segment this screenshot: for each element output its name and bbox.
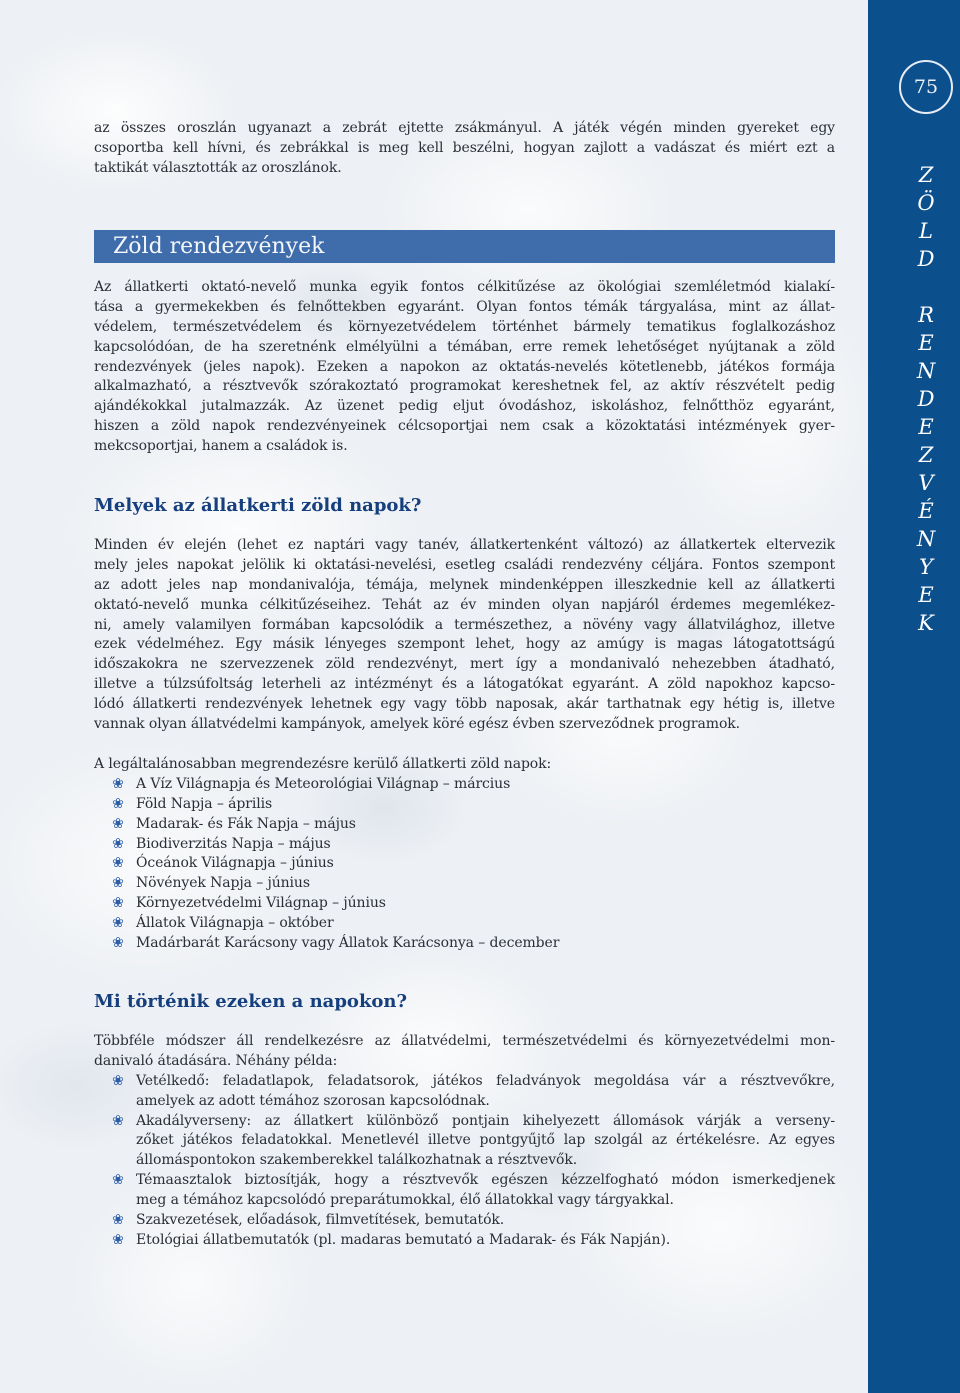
text-line: taktikát választották az oroszlánok. [94, 159, 342, 176]
sidebar-title [912, 161, 940, 637]
flower-bullet-icon [110, 1112, 126, 1132]
bullet-list [94, 775, 835, 954]
page-number: 75 [913, 75, 939, 98]
flower-bullet-icon [110, 1211, 126, 1231]
text-line: kapcsolódóan, de ha szeretnénk elmélyülni a témában, erre remek lehetőséget nyújtanak a zöld [94, 338, 835, 355]
flower-bullet-icon [110, 894, 126, 914]
sidebar-letter: D [917, 387, 935, 411]
text-line: mekcsoportjai, hanem a családok is. [94, 438, 348, 455]
text-line: alkalmazható, a résztvevők szórakoztató programokat kereshetnek fel, az aktív részvételt pedig [94, 378, 835, 395]
list-item-text: Akadályverseny: az állatkert különböző pontjain kihelyezett állomások várják a verseny- [136, 1112, 835, 1129]
text-line: az összes oroszlán ugyanazt a zebrát ejtette zsákmányul. A játék végén minden gyereket egy [94, 120, 835, 136]
page-number-badge [899, 60, 953, 114]
sidebar-letter: D [917, 247, 935, 271]
list-item-text: zőket játékos feladatokkal. Menetlevél illetve pontgyűjtő lap szolgál az értékelésre. Az egyes [136, 1132, 835, 1149]
sidebar-letter: N [916, 527, 936, 551]
flower-bullet-icon [110, 1231, 126, 1251]
text-line: csoportba kell hívni, és zebrákkal is meg kell beszélni, hogyan zajlott a vadászat és miért ezt a [94, 139, 835, 156]
flower-bullet-icon [110, 854, 126, 874]
text-line: ajándékokkal jutalmazzák. Az üzenet pedig eljut óvodáshoz, iskoláshoz, felnőtthöz egyaránt, [94, 398, 835, 415]
list-intro: A legáltalánosabban megrendezésre kerülő állatkerti zöld napok: [94, 756, 552, 772]
sidebar-letter: E [918, 331, 934, 355]
list-item [94, 914, 835, 934]
sidebar-letter: V [918, 471, 934, 495]
list-item [94, 934, 835, 954]
green-days-list-block [94, 755, 835, 954]
text-line: oktató-nevelő munka célkitűzéseihez. Tehát az év minden olyan napjáról érdemes megemlékez- [94, 596, 835, 613]
sidebar-letter: N [916, 359, 936, 383]
text-line: az adott jeles nap mondanivalója, témája, melynek mindenképpen illeszkednie kell az állatkerti [94, 576, 835, 593]
list-item-text: Növények Napja – június [136, 875, 310, 892]
sidebar [868, 0, 960, 1393]
list-item-text: meg a témához kapcsolódó preparátumokkal, élő állatokkal vagy tárgyakkal. [136, 1192, 674, 1209]
text-line: védelem, természetvédelem és környezetvédelem történhet bármely tematikus foglalkozáshoz [94, 318, 835, 335]
text-line: danivaló átadására. Néhány példa: [94, 1052, 338, 1069]
text-line: időszakokra ne szervezzenek zöld rendezvényt, mert így a mondanivaló nehezebben átadható, [94, 656, 835, 673]
list-item [94, 1112, 835, 1172]
sidebar-letter: R [918, 303, 934, 327]
sidebar-letter: L [919, 219, 933, 243]
list-item-text: Állatok Világnapja – október [136, 915, 334, 932]
intro-paragraph [94, 119, 835, 179]
list-item [94, 835, 835, 855]
list-item-text: Környezetvédelmi Világnap – június [136, 895, 386, 912]
list-item [94, 874, 835, 894]
text-line: ezek védelméhez. Egy másik lényeges szempont lehet, hogy az amúgy is magas látogatottságú [94, 636, 835, 653]
paragraph [94, 278, 835, 457]
flower-bullet-icon [110, 914, 126, 934]
text-line: tása a gyermekekben és felnőttekben egyaránt. Olyan fontos témák tárgyalása, mint az állat- [94, 298, 835, 315]
text-line: Az állatkerti oktató-nevelő munka egyik fontos célkitűzése az ökológiai szemléletmód kialakí- [94, 279, 835, 295]
flower-bullet-icon [110, 815, 126, 835]
sidebar-letter [912, 273, 940, 301]
text-line: mely jeles napokat jelölik ki oktatási-nevelési, esetleg családi rendezvény céljára. Fontos szempont [94, 556, 835, 573]
sidebar-letter: K [918, 611, 934, 635]
section-title: Zöld rendezvények [113, 234, 325, 259]
list-item [94, 1231, 835, 1251]
flower-bullet-icon [110, 835, 126, 855]
list-item [94, 775, 835, 795]
paragraph [94, 536, 835, 735]
sidebar-letter: E [918, 415, 934, 439]
text-line: Többféle módszer áll rendelkezésre az állatvédelmi, természetvédelmi és környezetvédelmi mon- [94, 1033, 835, 1049]
list-item-text: Biodiverzitás Napja – május [136, 835, 331, 852]
section-heading-bar [94, 230, 835, 263]
list-item [94, 795, 835, 815]
list-item [94, 854, 835, 874]
list-item [94, 894, 835, 914]
text-line: ni, amely valamilyen formában kapcsolódik a természethez, a növény vagy állatvilághoz, illetve [94, 616, 835, 633]
list-item-text: amelyek az adott témához szorosan kapcsolódnak. [136, 1092, 490, 1109]
list-item-text: állomáspontokon szakemberekkel találkozhatnak a résztvevők. [136, 1152, 578, 1169]
sidebar-letter: E [918, 583, 934, 607]
list-item [94, 1171, 835, 1211]
flower-bullet-icon [110, 775, 126, 795]
flower-bullet-icon [110, 1072, 126, 1092]
text-line: Minden év elején (lehet ez naptári vagy tanév, állatkertenként változó) az állatkertek eltervezik [94, 537, 835, 553]
sidebar-letter: Ö [917, 191, 935, 215]
methods-block [94, 1032, 835, 1251]
list-item-text: Témaasztalok biztosítják, hogy a résztvevők egészen kézzelfogható módon ismerkedjenek [136, 1172, 835, 1189]
bullet-list [94, 1072, 835, 1251]
text-line: illetve a túlzsúfoltság leterheli az intézményt és a látogatókat egyaránt. A zöld napokhoz kapcso- [94, 676, 835, 693]
list-item-text: Szakvezetések, előadások, filmvetítések, bemutatók. [136, 1212, 505, 1229]
text-line: rendezvények (jeles napok). Ezeken a napokon az oktatás-nevelés kötetlenebb, játékos formája [94, 358, 835, 375]
list-item-text: Föld Napja – április [136, 795, 273, 812]
list-item [94, 815, 835, 835]
list-item [94, 1211, 835, 1231]
list-item-text: Madárbarát Karácsony vagy Állatok Karácsonya – december [136, 935, 560, 952]
flower-bullet-icon [110, 874, 126, 894]
sidebar-letter: Y [919, 555, 933, 579]
list-item-text: Madarak- és Fák Napja – május [136, 815, 356, 832]
subheading: Melyek az állatkerti zöld napok? [94, 495, 422, 516]
list-item-text: A Víz Világnapja és Meteorológiai Világnap – március [136, 775, 511, 792]
subheading: Mi történik ezeken a napokon? [94, 991, 408, 1012]
list-item-text: Óceánok Világnapja – június [136, 855, 334, 872]
sidebar-letter: Z [918, 443, 934, 467]
text-line: lódó állatkerti rendezvények lehetnek egy vagy több naposak, akár tarthatnak egy hétig is, illetve [94, 696, 835, 713]
list-item [94, 1072, 835, 1112]
list-item-text: Etológiai állatbemutatók (pl. madaras bemutató a Madarak- és Fák Napján). [136, 1231, 671, 1248]
text-line: hiszen a zöld napok rendezvényeinek célcsoportjai nem csak a közoktatási intézmények gyer- [94, 418, 835, 435]
list-item-text: Vetélkedő: feladatlapok, feladatsorok, játékos feladványok megoldása vár a résztvevőkre, [136, 1072, 835, 1089]
sidebar-letter: Z [918, 163, 934, 187]
sidebar-letter: É [918, 499, 934, 523]
flower-bullet-icon [110, 795, 126, 815]
flower-bullet-icon [110, 1171, 126, 1191]
flower-bullet-icon [110, 934, 126, 954]
text-line: vannak olyan állatvédelmi kampányok, amelyek köré egész évben szerveződnek programok. [94, 716, 741, 733]
